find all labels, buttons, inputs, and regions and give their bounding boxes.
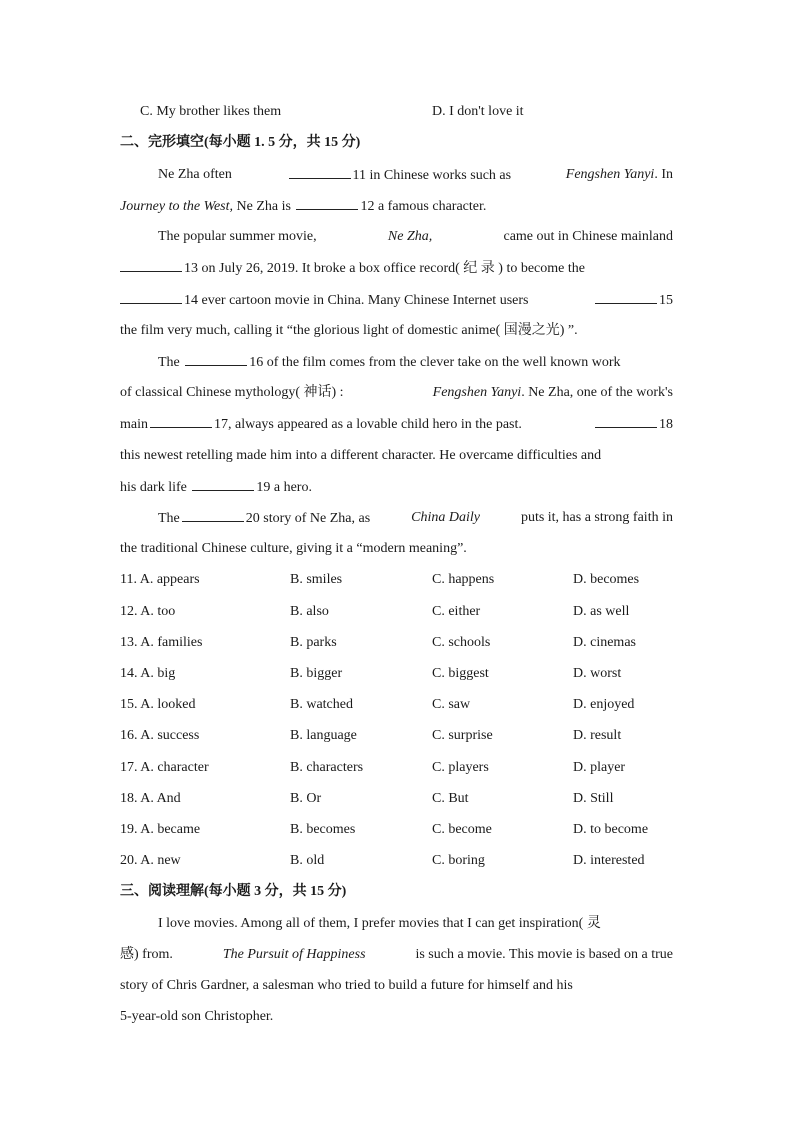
question-row: 15. A. looked B. watched C. saw D. enjoyed [120,697,635,712]
top-options-row [120,103,680,121]
s3-line1: I love movies. Among all of them, I prefer movies that I can get inspiration( 灵 [158,916,601,931]
blank-14 [120,291,182,304]
blank-13 [120,259,182,272]
question-row: 12. A. too B. also C. either D. as well [120,604,630,619]
p4-line2: the traditional Chinese culture, giving it a “modern meaning”. [120,541,467,556]
section2-heading: 二、完形填空(每小题 1. 5 分，共 15 分) [120,135,361,150]
option-d: D. I don't love it [432,104,524,119]
p2-line1: The popular summer movie, Ne Zha, came out in Chinese mainland [158,229,673,244]
question-row: 20. A. new B. old C. boring D. interested [120,853,645,868]
p3-line4: this newest retelling made him into a different character. He overcame difficulties and [120,448,602,463]
p3-line3: main 17, always appeared as a lovable child hero in the past. 18 [120,417,673,432]
p3-line1: The 16 of the film comes from the clever take on the well known work [158,355,621,370]
p1-line1: Ne Zha often 11 in Chinese works such as Fengshen Yanyi. In [158,167,673,183]
p3-line2: of classical Chinese mythology( 神话) : Fengshen Yanyi. Ne Zha, one of the work's [120,385,673,400]
p1-line2: Journey to the West, Ne Zha is 12 a famous character. [120,199,487,214]
p2-line4: the film very much, calling it “the glorious light of domestic anime( 国漫之光) ”. [120,323,578,338]
s3-line3: story of Chris Gardner, a salesman who tried to build a future for himself and his [120,978,573,993]
question-row: 14. A. big B. bigger C. biggest D. worst [120,666,622,681]
p3-line5: his dark life 19 a hero. [120,480,312,495]
blank-19 [192,478,254,491]
question-row: 17. A. character B. characters C. players D. player [120,760,626,775]
p2-line2: 13 on July 26, 2019. It broke a box office record( 纪 录 ) to become the [120,259,673,278]
section3-heading: 三、阅读理解(每小题 3 分，共 15 分) [120,884,347,899]
blank-18 [595,415,657,428]
option-c: C. My brother likes them [140,104,282,119]
question-row: 16. A. success B. language C. surprise D. result [120,728,622,743]
question-row: 18. A. And B. Or C. But D. Still [120,791,614,806]
blank-15 [595,291,657,304]
question-row: 11. A. appears B. smiles C. happens D. becomes [120,572,640,587]
s3-line4: 5-year-old son Christopher. [120,1009,274,1024]
blank-20 [182,509,244,522]
blank-11 [289,166,351,179]
blank-12 [296,197,358,210]
question-row: 19. A. became B. becomes C. become D. to become [120,822,649,837]
p4-line1: The 20 story of Ne Zha, as China Daily puts it, has a strong faith in [158,510,673,526]
s3-line2: 感) from. The Pursuit of Happiness is such a movie. This movie is based on a true [120,947,673,962]
question-row: 13. A. families B. parks C. schools D. cinemas [120,635,636,650]
p2-line3: 14 ever cartoon movie in China. Many Chinese Internet users 15 [120,291,673,310]
blank-16 [185,353,247,366]
blank-17 [150,415,212,428]
